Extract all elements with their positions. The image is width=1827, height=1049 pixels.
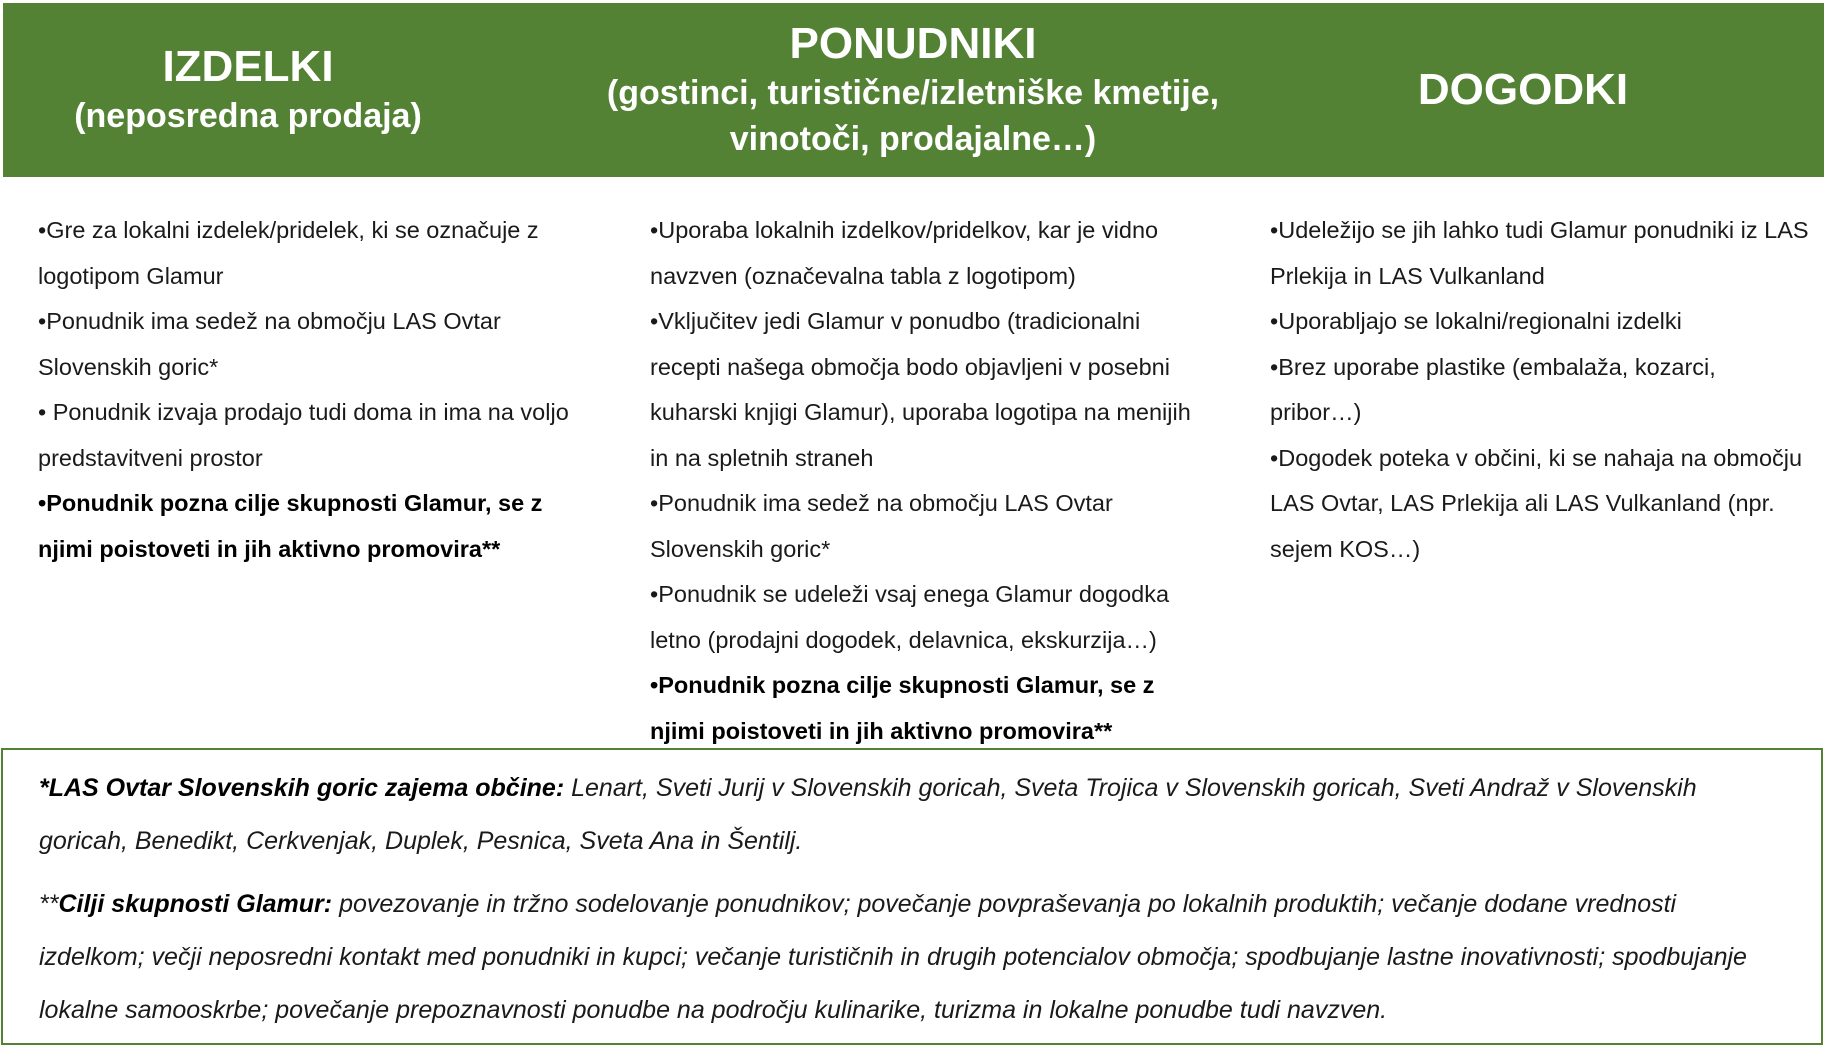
ponudniki-column [650, 208, 1205, 754]
ponudniki-title: PONUDNIKI [789, 19, 1037, 68]
header-izdelki [3, 3, 493, 177]
dogodki-column [1270, 208, 1810, 572]
izdelki-item: • Ponudnik izvaja prodajo tudi doma in ima na voljo predstavitveni prostor [38, 399, 569, 471]
footnote-glamur-goals [39, 878, 1785, 1037]
izdelki-title: IZDELKI [162, 42, 334, 91]
ponudniki-item: •Ponudnik ima sedež na območju LAS Ovtar Slovenskih goric* [650, 490, 1113, 562]
ponudniki-subtitle-line1: (gostinci, turistične/izletniške kmetije, [606, 74, 1220, 112]
izdelki-column [38, 208, 598, 572]
izdelki-item: •Ponudnik ima sedež na območju LAS Ovtar Slovenskih goric* [38, 308, 501, 380]
ponudniki-subtitle-line2: vinotoči, prodajalne…) [729, 120, 1097, 158]
header-banner [3, 3, 1824, 177]
dogodki-item: •Dogodek poteka v občini, ki se nahaja na območju LAS Ovtar, LAS Prlekija ali LAS Vulkanland (npr. sejem KOS…) [1270, 444, 1803, 562]
dogodki-title: DOGODKI [1417, 65, 1629, 114]
izdelki-item-bold: •Ponudnik pozna cilje skupnosti Glamur, se z njimi poistoveti in jih aktivno promovira** [38, 490, 543, 562]
ponudniki-item: •Ponudnik se udeleži vsaj enega Glamur dogodka letno (prodajni dogodek, delavnica, ekskurzija…) [650, 581, 1170, 653]
footnote-goals-prefix: ** [39, 890, 59, 918]
footnote-las-text: Lenart, Sveti Jurij v Slovenskih goricah, Sveta Trojica v Slovenskih goricah, Sveti Andraž v Slovenskih goricah, Benedikt, Cerkvenjak, Duplek, Pesnica, Sveta Ana in Šentilj. [39, 774, 1697, 855]
header-ponudniki [553, 3, 1273, 177]
footnote-goals-text: povezovanje in tržno sodelovanje ponudnikov; povečanje povpraševanja po lokalnih produktih; večanje dodane vrednosti izdelkom; večji neposredni kontakt med ponudniki in kupci; večanje turističnih in drugih potencialov območja; spodbujanje lastne inovativnosti; spodbujanje lokalne samooskrbe; povečanje prepoznavnosti ponudbe na področju kulinarike, turizma in lokalne ponudbe tudi navzven. [39, 890, 1747, 1024]
izdelki-item: •Gre za lokalni izdelek/pridelek, ki se označuje z logotipom Glamur [38, 217, 539, 289]
header-dogodki [1253, 3, 1793, 177]
izdelki-subtitle: (neposredna prodaja) [74, 97, 422, 135]
dogodki-item: •Uporabljajo se lokalni/regionalni izdelki [1270, 308, 1682, 334]
ponudniki-item-bold: •Ponudnik pozna cilje skupnosti Glamur, se z njimi poistoveti in jih aktivno promovira** [650, 672, 1155, 744]
footnote-las-label: *LAS Ovtar Slovenskih goric zajema občine: [39, 774, 565, 802]
ponudniki-item: •Vključitev jedi Glamur v ponudbo (tradicionalni recepti našega območja bodo objavljeni v posebni kuharski knjigi Glamur), uporaba logotipa na menijih in na spletnih straneh [650, 308, 1191, 471]
ponudniki-item: •Uporaba lokalnih izdelkov/pridelkov, kar je vidno navzven (označevalna tabla z logotipom) [650, 217, 1159, 289]
footnotes-box [1, 748, 1823, 1045]
footnote-las-municipalities [39, 762, 1785, 868]
dogodki-item: •Udeležijo se jih lahko tudi Glamur ponudniki iz LAS Prlekija in LAS Vulkanland [1270, 217, 1809, 289]
dogodki-item: •Brez uporabe plastike (embalaža, kozarci, pribor…) [1270, 353, 1716, 425]
footnote-goals-label: Cilji skupnosti Glamur: [58, 890, 333, 918]
